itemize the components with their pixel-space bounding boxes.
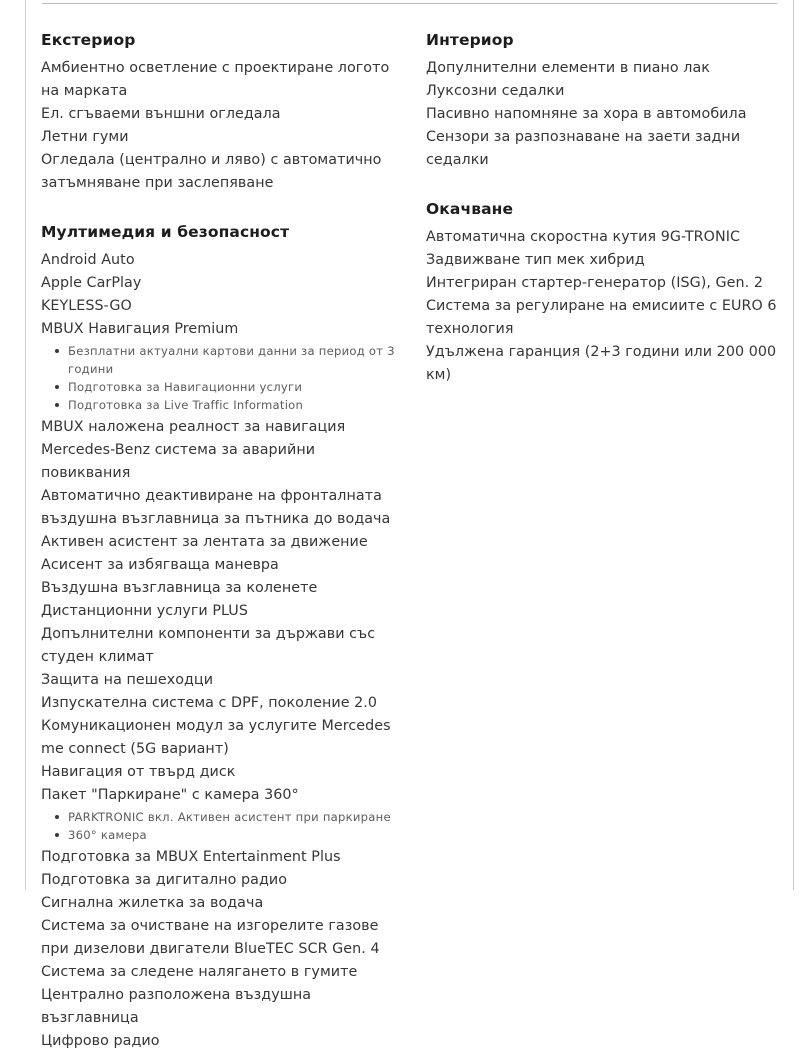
feature-item: Apple CarPlay — [41, 275, 142, 291]
feature-item: Система за следене налягането в гумите — [41, 964, 358, 980]
feature-list — [426, 57, 782, 172]
right-column — [418, 30, 800, 387]
feature-item: Летни гуми — [41, 129, 129, 145]
feature-item: Огледала (централно и ляво) с автоматично затъмняване при заслепяване — [41, 152, 382, 191]
feature-item: Изпускателна система с DPF, поколение 2.0 — [41, 695, 378, 711]
feature-sub-list — [41, 808, 396, 844]
bullet-dot-icon — [55, 815, 59, 819]
feature-list — [426, 226, 782, 387]
feature-item: Удължена гаранция (2+3 години или 200 000 км) — [426, 344, 777, 383]
feature-item: Допулнителни елементи в пиано лак — [426, 60, 710, 76]
feature-sub-group — [41, 342, 396, 414]
feature-sub-item — [41, 826, 396, 844]
section-title: Окачване — [426, 200, 514, 218]
section-окачване — [426, 199, 782, 387]
feature-item: MBUX Навигация Premium — [41, 321, 239, 337]
feature-item: Система за очистване на изгорелите газове при дизелови двигатели BlueTEC SCR Gen. 4 — [41, 918, 380, 957]
feature-sub-item-label: Безплатни актуални картови данни за период от 3 години — [68, 344, 395, 376]
feature-item: Амбиентно осветление с проектиране логото на марката — [41, 60, 390, 99]
feature-item: Навигация от твърд диск — [41, 764, 236, 780]
feature-sub-item-label: Подготовка за Live Traffic Information — [68, 398, 304, 412]
feature-item: Централно разположена въздушна възглавница — [41, 987, 312, 1026]
section-интериор — [426, 30, 782, 172]
feature-item: Луксозни седалки — [426, 83, 565, 99]
feature-sub-list — [41, 342, 396, 414]
feature-item: Сигнална жилетка за водача — [41, 895, 264, 911]
feature-item: Защита на пешеходци — [41, 672, 214, 688]
feature-sub-item-label: PARKTRONIC вкл. Активен асистент при паркиране — [68, 810, 391, 824]
feature-item: Подготовка за MBUX Entertainment Plus — [41, 849, 341, 865]
section-title: Екстериор — [41, 31, 136, 49]
section-title: Мултимедия и безопасност — [41, 223, 290, 241]
feature-sub-item — [41, 378, 396, 396]
feature-sub-item-label: 360° камера — [68, 828, 147, 842]
equipment-columns — [0, 30, 800, 1053]
feature-item: KEYLESS-GO — [41, 298, 132, 314]
feature-item: Система за регулиране на емисиите с EURO 6 технология — [426, 298, 777, 337]
page-top-divider — [42, 3, 777, 4]
feature-item: Интегриран стартер-генератор (ISG), Gen. 2 — [426, 275, 763, 291]
feature-item: Активен асистент за лентата за движение — [41, 534, 368, 550]
bullet-dot-icon — [55, 385, 59, 389]
feature-sub-item — [41, 808, 396, 826]
bullet-dot-icon — [55, 403, 59, 407]
left-column — [0, 30, 418, 1053]
feature-item: Автоматична скоростна кутия 9G-TRONIC — [426, 229, 741, 245]
feature-item: Android Auto — [41, 252, 135, 268]
section-мултимедия-и-безопасност — [41, 222, 396, 1053]
bullet-dot-icon — [55, 833, 59, 837]
feature-item: Въздушна възглавница за коленете — [41, 580, 318, 596]
feature-item: Автоматично деактивиране на фронталната въздушна възглавница за пътника до водача — [41, 488, 391, 527]
feature-item: Комуникационен модул за услугите Mercedes me connect (5G вариант) — [41, 718, 391, 757]
feature-sub-item — [41, 396, 396, 414]
feature-item: Mercedes-Benz система за аварийни повиквания — [41, 442, 316, 481]
feature-item: Подготовка за дигитално радио — [41, 872, 288, 888]
feature-item: Пасивно напомняне за хора в автомобила — [426, 106, 747, 122]
section-екстериор — [41, 30, 396, 195]
feature-item: Пакет "Паркиране" с камера 360° — [41, 787, 299, 803]
feature-sub-item — [41, 342, 396, 378]
bullet-dot-icon — [55, 349, 59, 353]
feature-item: Асисент за избягваща маневра — [41, 557, 279, 573]
feature-item: Ел. сгъваеми външни огледала — [41, 106, 281, 122]
feature-item: Цифрово радио — [41, 1033, 160, 1049]
feature-item: Допълнителни компоненти за държави със студен климат — [41, 626, 376, 665]
feature-item: Дистанционни услуги PLUS — [41, 603, 248, 619]
feature-list — [41, 249, 396, 1053]
feature-sub-group — [41, 808, 396, 844]
feature-list — [41, 57, 396, 195]
section-title: Интериор — [426, 31, 514, 49]
feature-item: MBUX наложена реалност за навигация — [41, 419, 346, 435]
feature-sub-item-label: Подготовка за Навигационни услуги — [68, 380, 303, 394]
feature-item: Задвижване тип мек хибрид — [426, 252, 645, 268]
feature-item: Сензори за разпознаване на заети задни седалки — [426, 129, 741, 168]
